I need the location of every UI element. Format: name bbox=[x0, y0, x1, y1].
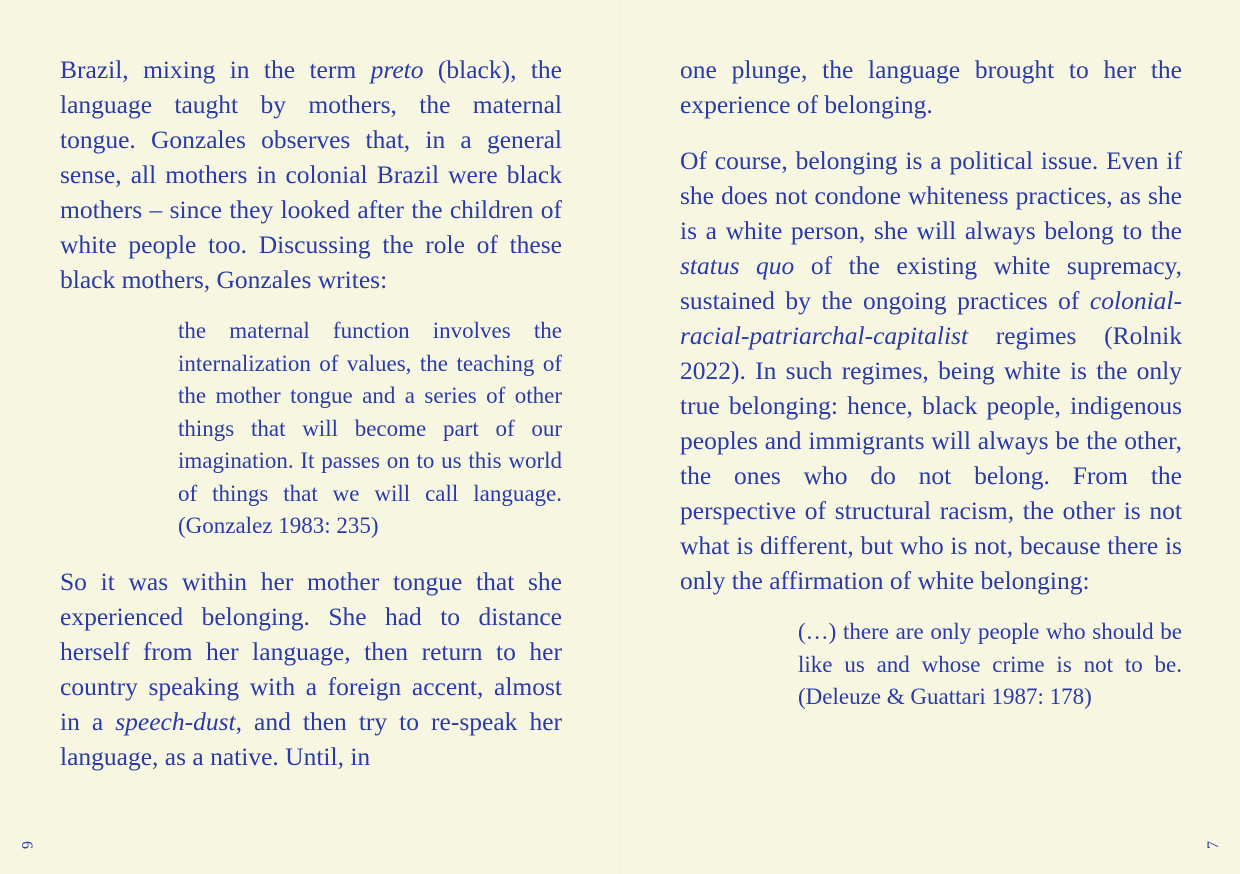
deleuze-guattari-block-quote: (…) there are only people who should be like us and whose crime is not to be. (Deleuze & Guattari 1987: 178) bbox=[798, 619, 1182, 709]
right-paragraph-2 bbox=[680, 143, 1182, 598]
text-run: So it was within her mother tongue that she experienced belonging. She had to distance herself from her language, then return to her country speaking with a foreign accent, almost in a bbox=[60, 566, 562, 736]
text-run: of the existing white supremacy, sustained by the ongoing practices of bbox=[680, 251, 1182, 315]
gonzalez-block-quote: the maternal function involves the internalization of values, the teaching of the mother tongue and a series of other things that will become part of our imagination. It passes on to us this world of things that we will call language. (Gonzalez 1983: 235) bbox=[178, 318, 562, 538]
right-page bbox=[620, 0, 1240, 874]
text-run: (black), the language taught by mothers, the maternal tongue. Gonzales observes that, in a general sense, all mothers in colonial Brazil were black mothers – since they looked after the children of white people too. Discussing the role of these black mothers, Gonzales writes: bbox=[60, 55, 562, 294]
italic-term: colonial-racial-patriarchal-capitalist bbox=[680, 286, 1182, 350]
italic-term: speech-dust bbox=[115, 706, 236, 736]
left-paragraph-1 bbox=[60, 52, 562, 297]
right-paragraph-1: one plunge, the language brought to her the experience of belonging. bbox=[680, 55, 1182, 119]
text-run: , and then try to re-speak her language, as a native. Until, in bbox=[60, 706, 563, 771]
right-text-column bbox=[680, 52, 1182, 714]
page-number-left: 6 bbox=[18, 841, 35, 849]
italic-term: preto bbox=[370, 55, 424, 84]
text-run: Brazil, mixing in the term bbox=[60, 55, 371, 84]
italic-term: status quo bbox=[680, 251, 795, 280]
text-run: Of course, belonging is a political issue. Even if she does not condone whiteness practices, as she is a white person, she will always belong to the bbox=[680, 146, 1182, 245]
left-text-column bbox=[60, 52, 562, 774]
page-number-right: 7 bbox=[1205, 841, 1222, 849]
text-run: regimes (Rolnik 2022). In such regimes, being white is the only true belonging: hence, black people, indigenous peoples and immigrants will always be the other, the ones who do not belong. From the perspective of structural racism, the other is not what is different, but who is not, because there is only the affirmation of white belonging: bbox=[680, 321, 1182, 595]
left-paragraph-2 bbox=[60, 564, 562, 774]
